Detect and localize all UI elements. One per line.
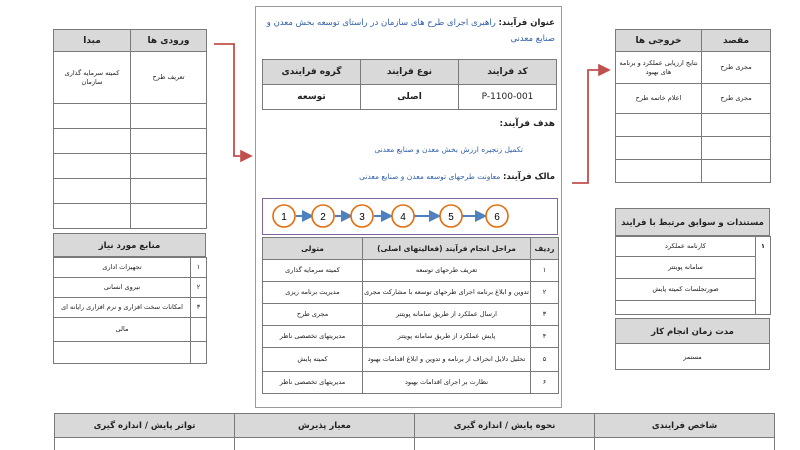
documents-panel	[615, 208, 770, 315]
step-num: ۴	[531, 326, 559, 348]
step-num: ۳	[531, 304, 559, 326]
duration-title: مدت زمان انجام کار	[615, 318, 770, 344]
flow-step-label: 2	[320, 212, 326, 223]
documents-table	[615, 236, 771, 315]
resource-item: مالی	[54, 318, 191, 342]
input-cell	[131, 179, 207, 204]
process-type-value: اصلی	[361, 85, 459, 110]
step-text: نظارت بر اجرای اقدامات بهبود	[363, 372, 531, 394]
resources-title: منابع مورد نیاز	[53, 233, 206, 257]
process-group-header: گروه فرایندی	[263, 60, 361, 85]
steps-step-header: مراحل انجام فرآیند (فعالیتهای اصلی)	[363, 238, 531, 260]
step-num: ۲	[531, 282, 559, 304]
steps-owner-header: متولی	[263, 238, 363, 260]
resource-item	[54, 342, 191, 364]
kpi-cell	[235, 438, 415, 450]
input-cell	[131, 104, 207, 129]
kpi-cell	[55, 438, 235, 450]
input-cell	[131, 129, 207, 154]
process-sheet	[255, 6, 562, 408]
dest-cell: مجری طرح	[702, 52, 771, 84]
document-item: کارنامه عملکرد	[616, 237, 756, 257]
source-cell	[54, 179, 131, 204]
step-num: ۵	[531, 348, 559, 372]
step-num: ۱	[531, 260, 559, 282]
flow-step-label: 3	[359, 212, 365, 223]
dest-cell	[702, 160, 771, 183]
goal-label: هدف فرآیند:	[499, 119, 555, 129]
dest-cell	[702, 137, 771, 160]
flow-step-label: 4	[400, 212, 406, 223]
source-cell: کمیته سرمایه گذاری سازمان	[54, 52, 131, 104]
kpi-table	[54, 413, 775, 450]
step-owner: کمیته سرمایه گذاری	[263, 260, 363, 282]
flow-diagram	[263, 199, 559, 236]
flow-step	[273, 205, 295, 227]
dest-cell	[702, 114, 771, 137]
step-text: تدوین و ابلاغ برنامه اجرای طرحهای توسعه با مشارکت مجری	[363, 282, 531, 304]
resource-num: ۳	[191, 298, 207, 318]
resources-panel	[53, 233, 206, 364]
outputs-header: خروجی ها	[616, 30, 702, 52]
dest-header: مقصد	[702, 30, 771, 52]
resource-num	[191, 342, 207, 364]
step-num: ۶	[531, 372, 559, 394]
step-owner: مدیریت برنامه ریزی	[263, 282, 363, 304]
step-owner: مدیریتهای تخصصی ناظر	[263, 372, 363, 394]
document-item: صورتجلسات کمیته پایش	[616, 279, 756, 301]
source-cell	[54, 204, 131, 229]
owner-value: معاونت طرحهای توسعه معدن و صنایع معدنی	[359, 172, 501, 181]
documents-num: ۱	[756, 237, 771, 315]
source-cell	[54, 104, 131, 129]
kpi-criteria-header: معیار پذیرش	[235, 414, 415, 438]
resource-item: تجهیزات اداری	[54, 258, 191, 278]
flow-step-label: 6	[494, 212, 500, 223]
step-text: پایش عملکرد از طریق سامانه پویتتر	[363, 326, 531, 348]
process-title-block	[261, 15, 555, 47]
flow-step	[392, 205, 414, 227]
output-cell	[616, 137, 702, 160]
process-info-table	[262, 59, 557, 110]
duration-value: مستمر	[615, 344, 770, 370]
resource-num: ۲	[191, 278, 207, 298]
process-group-value: توسعه	[263, 85, 361, 110]
step-owner: کمیته پایش	[263, 348, 363, 372]
source-header: مبدا	[54, 30, 131, 52]
document-item: سامانه پویتتر	[616, 257, 756, 279]
flow-step	[312, 205, 334, 227]
input-arrow	[214, 44, 251, 156]
kpi-frequency-header: تواتر پایش / اندازه گیری	[55, 414, 235, 438]
resource-num	[191, 318, 207, 342]
resource-item: نیروی انسانی	[54, 278, 191, 298]
kpi-cell	[595, 438, 775, 450]
kpi-header: شاخص فرایندی	[595, 414, 775, 438]
step-text: تعریف طرحهای توسعه	[363, 260, 531, 282]
owner-label: مالک فرآیند:	[502, 172, 555, 182]
flow-step	[351, 205, 373, 227]
step-text: تحلیل دلایل انحراف از برنامه و تدوین و ابلاغ اقدامات بهبود	[363, 348, 531, 372]
flow-step	[486, 205, 508, 227]
input-cell	[131, 204, 207, 229]
steps-num-header: ردیف	[531, 238, 559, 260]
resources-table	[53, 257, 207, 364]
kpi-method-header: نحوه پایش / اندازه گیری	[415, 414, 595, 438]
outputs-table	[615, 29, 771, 183]
step-owner: مدیریتهای تخصصی ناظر	[263, 326, 363, 348]
input-cell	[131, 154, 207, 179]
source-cell	[54, 129, 131, 154]
flow-step	[440, 205, 462, 227]
step-text: ارسال عملکرد از طریق سامانه پویتتر	[363, 304, 531, 326]
kpi-cell	[415, 438, 595, 450]
goal-value: تکمیل زنجیره ارزش بخش معدن و صنایع معدنی	[374, 145, 523, 154]
inputs-table	[53, 29, 207, 229]
inputs-header: ورودی ها	[131, 30, 207, 52]
duration-panel	[615, 318, 770, 370]
documents-title: مستندات و سوابق مرتبط با فرایند	[615, 208, 770, 236]
source-cell	[54, 154, 131, 179]
process-title-value: راهبری اجرای طرح های سازمان در راستای توسعه بخش معدن و صنایع معدنی	[266, 18, 555, 44]
process-code-value: P-1100-001	[459, 85, 557, 110]
process-type-header: نوع فرایند	[361, 60, 459, 85]
step-owner: مجری طرح	[263, 304, 363, 326]
process-code-header: کد فرایند	[459, 60, 557, 85]
flow-step-label: 5	[448, 212, 454, 223]
process-title-label: عنوان فرآیند:	[498, 18, 555, 28]
output-cell	[616, 114, 702, 137]
input-cell: تعریف طرح	[131, 52, 207, 104]
document-item	[616, 301, 756, 315]
owner-block	[359, 172, 555, 182]
output-arrow	[572, 70, 609, 183]
process-flow	[262, 198, 558, 235]
output-cell: نتایج ارزیابی عملکرد و برنامه های بهبود	[616, 52, 702, 84]
output-cell: اعلام خاتمه طرح	[616, 84, 702, 114]
output-cell	[616, 160, 702, 183]
process-steps-table	[262, 237, 559, 394]
dest-cell: مجری طرح	[702, 84, 771, 114]
resource-num: ۱	[191, 258, 207, 278]
resource-item: امکانات سخت افزاری و نرم افزاری رایانه ای	[54, 298, 191, 318]
flow-step-label: 1	[281, 212, 287, 223]
